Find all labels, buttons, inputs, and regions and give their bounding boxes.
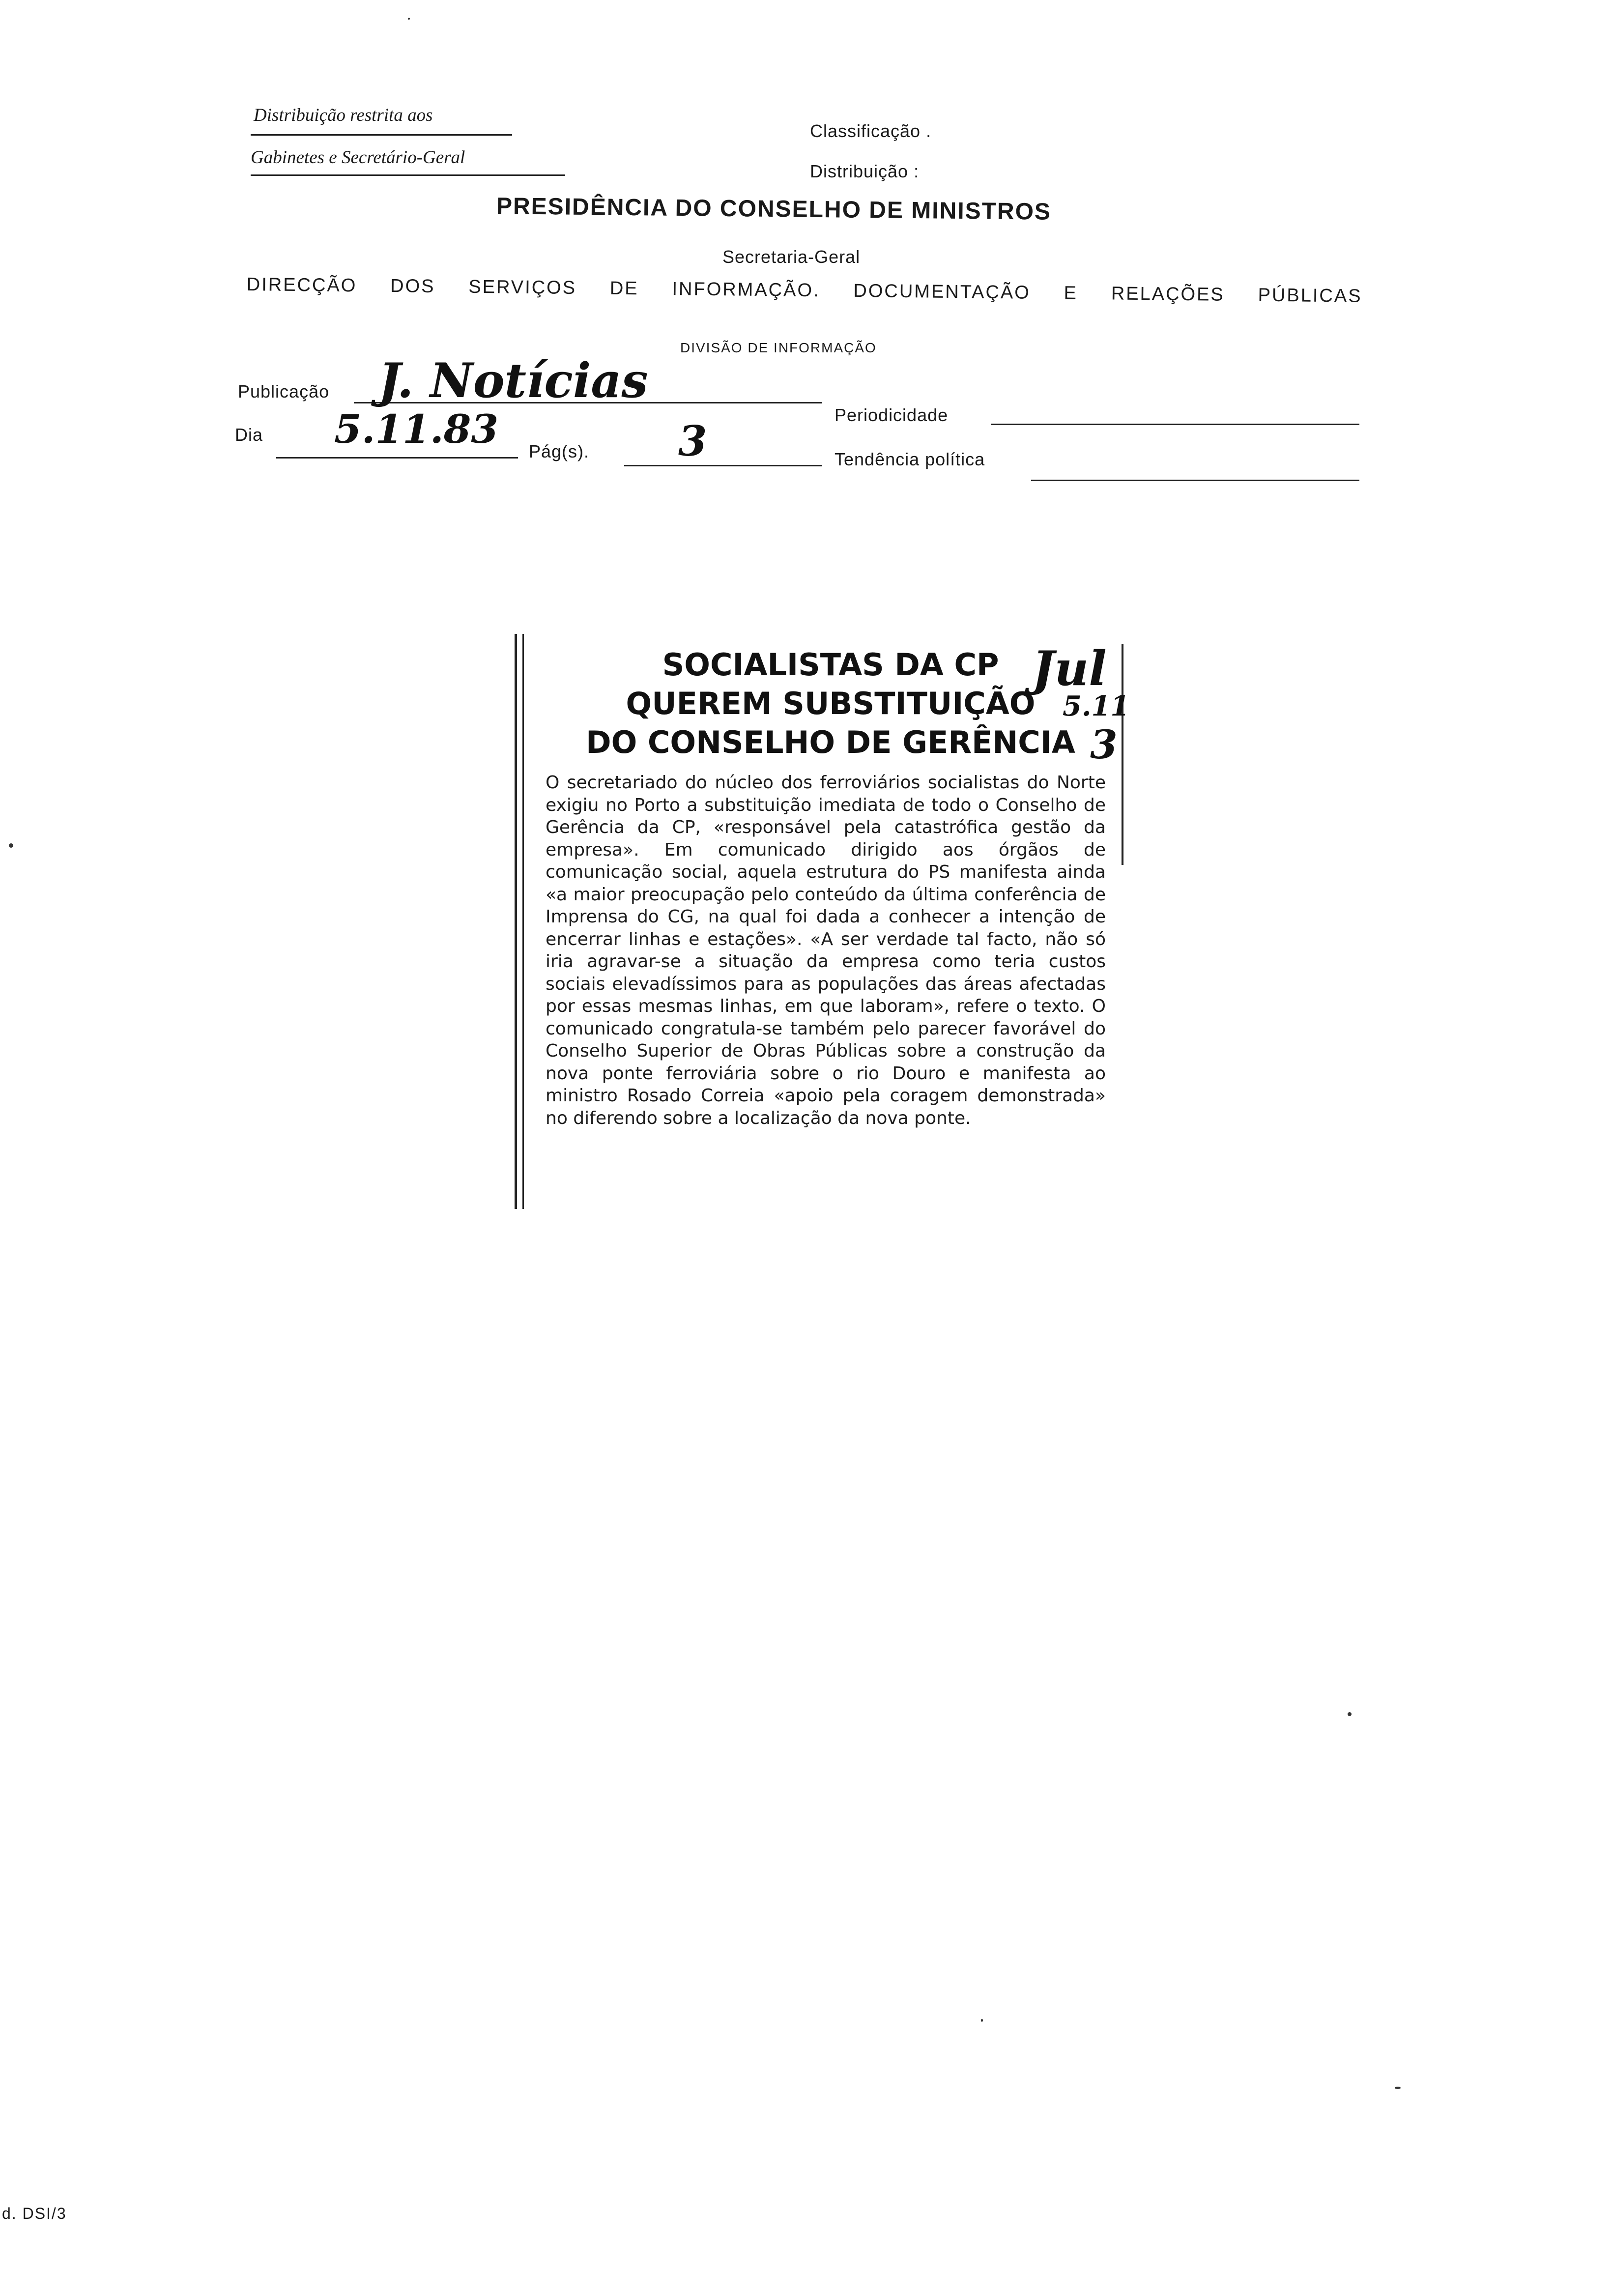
restricted-underline-2	[251, 174, 565, 176]
form-code: d. DSI/3	[2, 2205, 67, 2222]
restricted-line-1: Distribuição restrita aos	[254, 105, 433, 125]
publicacao-handwritten-value: J. Notícias	[378, 353, 648, 408]
pags-underline	[624, 465, 822, 466]
clipping-annotation-3: 3	[1090, 721, 1118, 768]
directorate-word: DIRECÇÃO	[246, 274, 357, 296]
directorate-word: SERVIÇOS	[468, 276, 577, 299]
directorate-word: INFORMAÇÃO.	[672, 279, 820, 301]
clipping-annotation-1: Jul	[1032, 641, 1107, 696]
pags-handwritten-value: 3	[678, 417, 707, 465]
scan-speck	[981, 2019, 983, 2022]
directorate-line	[247, 274, 1362, 307]
clipping-headline-line-1: SOCIALISTAS DA CP	[662, 647, 999, 683]
dia-label: Dia	[235, 425, 263, 445]
directorate-word: DE	[609, 278, 639, 299]
division-label: DIVISÃO DE INFORMAÇÃO	[680, 340, 877, 355]
clipping-annotation-2: 5.11	[1063, 690, 1130, 722]
scan-speck	[9, 843, 13, 848]
clipping-left-border	[515, 634, 517, 1209]
restricted-distribution-note	[251, 101, 575, 179]
page-title: PRESIDÊNCIA DO CONSELHO DE MINISTROS	[496, 193, 1052, 225]
clipping-article-body: O secretariado do núcleo dos ferroviários socialistas do Norte exigiu no Porto a substituição imediata de todo o Conselho de Gerência da CP, «responsável pela catastrófica gestão da empresa». Em comunicado dirigido aos órgãos de comunicação social, aquela estrutura do PS manifesta ainda «a maior preocupação pelo conteúdo da última conferência de Imprensa do CG, na qual foi dada a conhecer a intenção de encerrar linhas e estações». «A ser verdade tal facto, não só iria agravar-se a situação da empresa como teria custos sociais elevadíssimos para as populações das áreas afectadas por essas mesmas linhas, em que laboram», refere o texto. O comunicado congratula-se também pelo parecer favorável do Conselho Superior de Obras Públicas sobre a construção da nova ponte ferroviária sobre o rio Douro e manifesta ao ministro Rosado Correia «apoio pela coragem demonstrada» no diferendo sobre a localização da nova ponte.	[546, 773, 1106, 1128]
restricted-line-2: Gabinetes e Secretário-Geral	[251, 147, 465, 168]
directorate-word: PÚBLICAS	[1258, 285, 1362, 307]
directorate-word: DOCUMENTAÇÃO	[853, 280, 1031, 303]
classificacao-label: Classificação .	[810, 121, 932, 141]
tendencia-label: Tendência política	[835, 449, 985, 469]
directorate-word: E	[1064, 283, 1078, 304]
publicacao-label: Publicação	[238, 381, 330, 402]
scan-speck	[1395, 2087, 1401, 2089]
clipping-right-border	[1122, 644, 1123, 865]
clipping-headline-line-3: DO CONSELHO DE GERÊNCIA	[586, 724, 1075, 760]
pags-label: Pág(s).	[529, 441, 590, 461]
periodicidade-underline	[991, 424, 1359, 425]
clipping-left-border-inner	[522, 634, 524, 1209]
distribuicao-label: Distribuição :	[810, 161, 920, 181]
page-subtitle: Secretaria-Geral	[722, 247, 861, 267]
periodicidade-label: Periodicidade	[835, 405, 949, 425]
directorate-word: RELAÇÕES	[1111, 283, 1225, 305]
tendencia-underline	[1031, 480, 1359, 481]
dia-handwritten-value: 5.11.83	[334, 406, 499, 452]
directorate-word: DOS	[390, 276, 435, 297]
scan-speck	[408, 18, 410, 20]
restricted-underline-1	[251, 134, 512, 136]
dia-underline	[276, 457, 518, 459]
scan-speck	[1348, 1712, 1352, 1716]
clipping-headline-line-2: QUEREM SUBSTITUIÇÃO	[626, 686, 1036, 721]
